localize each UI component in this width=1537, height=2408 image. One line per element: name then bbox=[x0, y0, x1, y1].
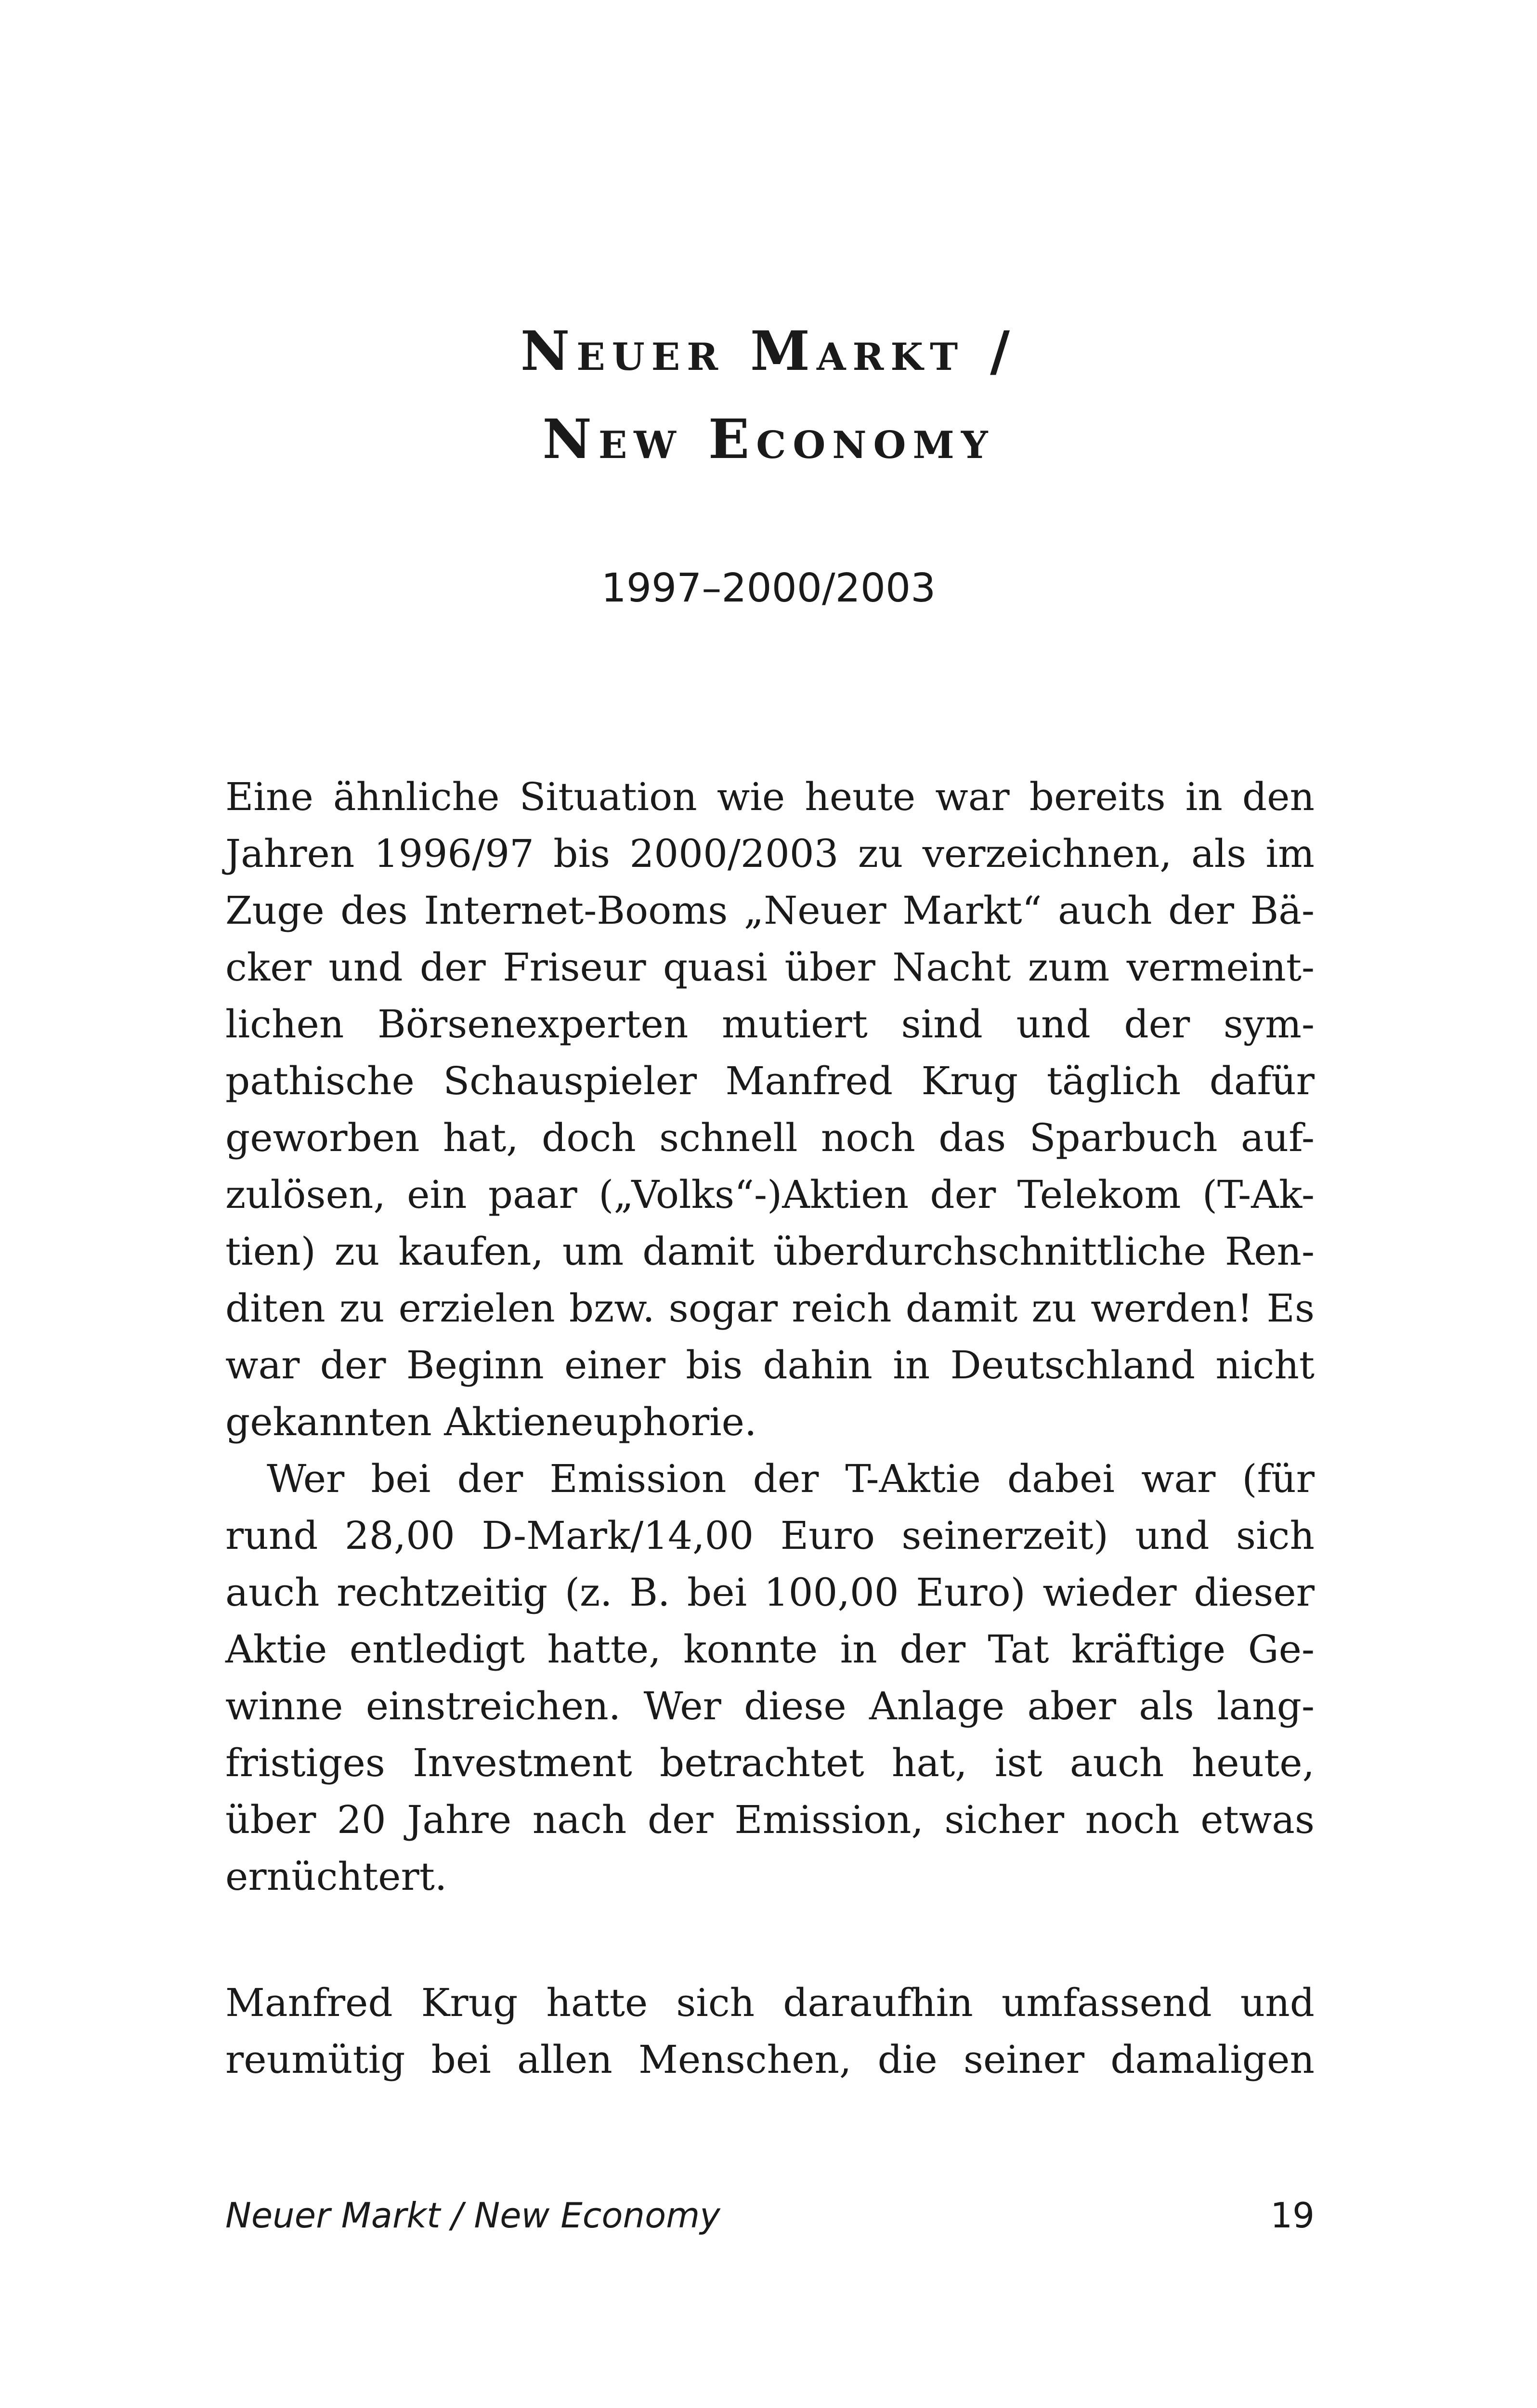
text-line: cker und der Friseur quasi über Nacht zum vermeint- bbox=[225, 945, 1315, 990]
page-number: 19 bbox=[1270, 2195, 1315, 2236]
chapter-dates: 1997–2000/2003 bbox=[601, 565, 936, 611]
text-line: lichen Börsenexperten mutiert sind und der sym- bbox=[225, 1002, 1315, 1047]
paragraph-1 bbox=[225, 769, 1315, 1451]
text-line: pathische Schauspieler Manfred Krug täglich dafür bbox=[225, 1059, 1315, 1103]
text-line: auch rechtzeitig (z. B. bei 100,00 Euro) wieder dieser bbox=[225, 1570, 1315, 1615]
text-line: Manfred Krug hatte sich daraufhin umfassend und bbox=[225, 1980, 1315, 2025]
paragraph-2 bbox=[225, 1451, 1315, 1905]
chapter-title-line-2: New Economy bbox=[542, 408, 995, 471]
text-line: Zuge des Internet-Booms „Neuer Markt“ auch der Bä- bbox=[225, 888, 1315, 933]
text-line: reumütig bei allen Menschen, die seiner damaligen bbox=[225, 2037, 1315, 2082]
text-line: Aktie entledigt hatte, konnte in der Tat kräftige Ge- bbox=[225, 1627, 1315, 1672]
text-line: Eine ähnliche Situation wie heute war bereits in den bbox=[225, 774, 1315, 819]
text-line: geworben hat, doch schnell noch das Sparbuch auf- bbox=[225, 1115, 1315, 1160]
text-line: ernüchtert. bbox=[225, 1854, 447, 1899]
text-line: über 20 Jahre nach der Emission, sicher noch etwas bbox=[225, 1797, 1315, 1842]
text-line: war der Beginn einer bis dahin in Deutschland nicht bbox=[225, 1343, 1315, 1387]
text-line: rund 28,00 D-Mark/14,00 Euro seinerzeit) und sich bbox=[225, 1513, 1315, 1558]
text-line: Wer bei der Emission der T-Aktie dabei war (für bbox=[267, 1456, 1315, 1501]
text-line: Jahren 1996/97 bis 2000/2003 zu verzeichnen, als im bbox=[225, 831, 1315, 876]
text-line: tien) zu kaufen, um damit überdurchschnittliche Ren- bbox=[225, 1229, 1315, 1274]
text-line: gekannten Aktieneuphorie. bbox=[225, 1400, 757, 1444]
text-line: diten zu erzielen bzw. sogar reich damit zu werden! Es bbox=[225, 1286, 1315, 1331]
text-line: winne einstreichen. Wer diese Anlage aber als lang- bbox=[225, 1684, 1315, 1728]
paragraph-3 bbox=[225, 1975, 1315, 2088]
running-footer-title: Neuer Markt / New Economy bbox=[225, 2195, 720, 2236]
text-line: zulösen, ein paar („Volks“-)Aktien der Telekom (T-Ak- bbox=[225, 1172, 1315, 1217]
text-line: fristiges Investment betrachtet hat, ist auch heute, bbox=[225, 1741, 1315, 1785]
chapter-title-line-1: Neuer Markt / bbox=[520, 320, 1017, 383]
